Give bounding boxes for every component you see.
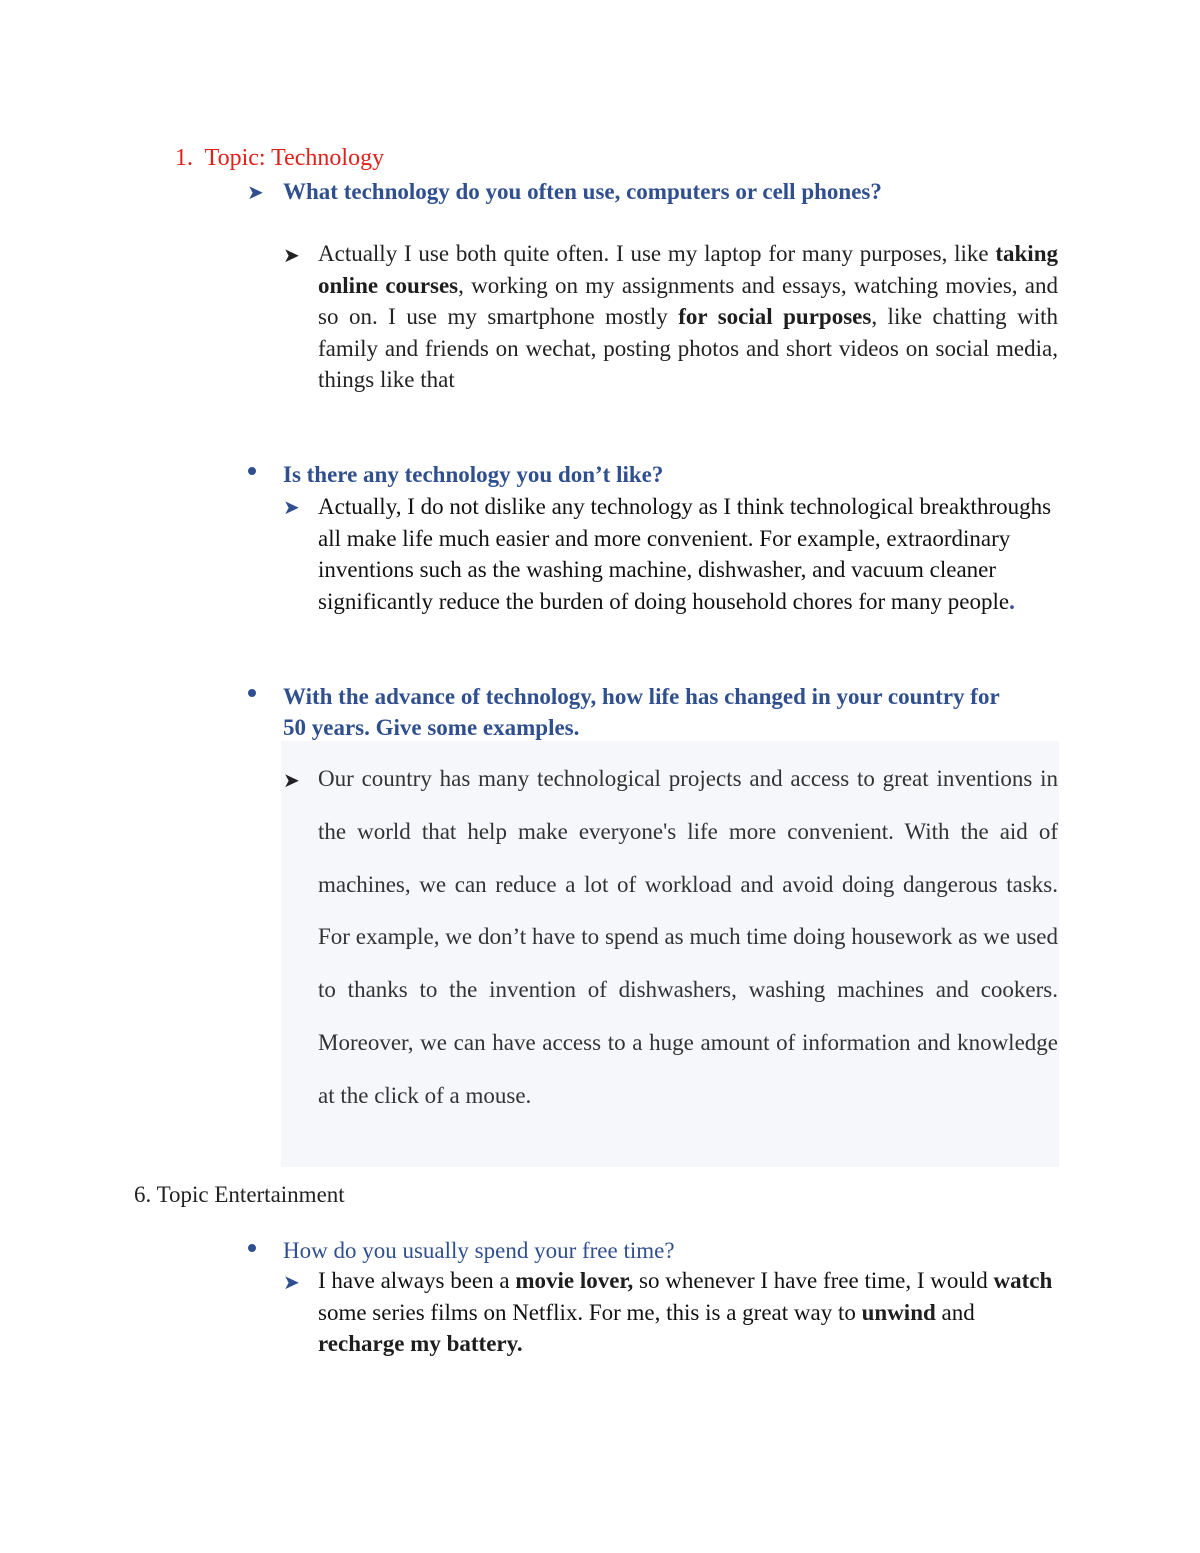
- answer-1-text: , like chatting with family and friends on wechat, posting photos and short videos on social media, things like that: [318, 304, 1058, 392]
- answer-bold-watch: watch: [993, 1268, 1053, 1293]
- answer-2: [318, 491, 1058, 617]
- answer-3: Our country has many technological projects and access to great inventions in the world that help make everyone's life more convenient. With the aid of machines, we can reduce a lot of workload and avoid doing dangerous tasks. For example, we don’t have to spend as much time doing housework as we used to thanks to the invention of dishwashers, washing machines and cookers. Moreover, we can have access to a huge amount of information and knowledge at the click of a mouse.: [318, 766, 1058, 1108]
- answer-1-bold-online-courses: taking online courses: [318, 241, 1058, 298]
- topic-entertainment-heading: 6. Topic Entertainment: [134, 1182, 345, 1207]
- answer-1-text: Actually I use both quite often. I use my laptop for many purposes, like: [318, 241, 996, 266]
- answer-2-end: .: [1009, 588, 1015, 614]
- round-bullet-icon: [248, 1244, 256, 1252]
- arrowhead-bullet-icon: ➤: [283, 495, 300, 519]
- answer-free-time: [318, 1265, 1058, 1360]
- answer-bold-unwind: unwind: [861, 1299, 936, 1325]
- round-bullet-icon: [248, 467, 256, 475]
- round-bullet-icon: [248, 689, 256, 697]
- question-2: Is there any technology you don’t like?: [283, 462, 664, 487]
- arrowhead-bullet-icon: ➤: [283, 243, 300, 267]
- answer-free-time-text: some series films on Netflix. For me, this is a great way to: [318, 1299, 862, 1325]
- answer-1-text: , working on my assignments and essays, watching movies, and so on. I use my smartphone mostly: [318, 272, 1059, 329]
- topic-title: Topic: Technology: [204, 145, 385, 171]
- answer-free-time-text: and: [935, 1299, 975, 1325]
- answer-bold-movie-lover: movie lover,: [515, 1268, 634, 1293]
- answer-free-time-text: so whenever I have free time, I would: [633, 1268, 994, 1293]
- question-3: With the advance of technology, how life has changed in your country for 50 years. Give some examples.: [283, 684, 1000, 740]
- question-free-time: How do you usually spend your free time?: [283, 1238, 675, 1263]
- answer-2-text: Actually, I do not dislike any technology as I think technological breakthroughs all make life much easier and more convenient. For example, extraordinary inventions such as the washing machine, dishwasher, and vacuum cleaner significantly reduce the burden of doing household chores for many people: [318, 494, 1052, 614]
- topic-technology-heading: [175, 143, 384, 173]
- arrowhead-bullet-icon: ➤: [283, 768, 300, 792]
- answer-free-time-text: I have always been a: [318, 1268, 516, 1293]
- answer-bold-recharge: recharge my battery.: [318, 1331, 523, 1356]
- answer-1-bold-social-purposes: for social purposes: [678, 304, 872, 329]
- answer-1: [318, 238, 1058, 396]
- question-1: What technology do you often use, computers or cell phones?: [283, 179, 882, 204]
- arrowhead-bullet-icon: ➤: [283, 1270, 300, 1294]
- arrowhead-bullet-icon: ➤: [247, 180, 264, 204]
- topic-number: 1.: [175, 145, 193, 171]
